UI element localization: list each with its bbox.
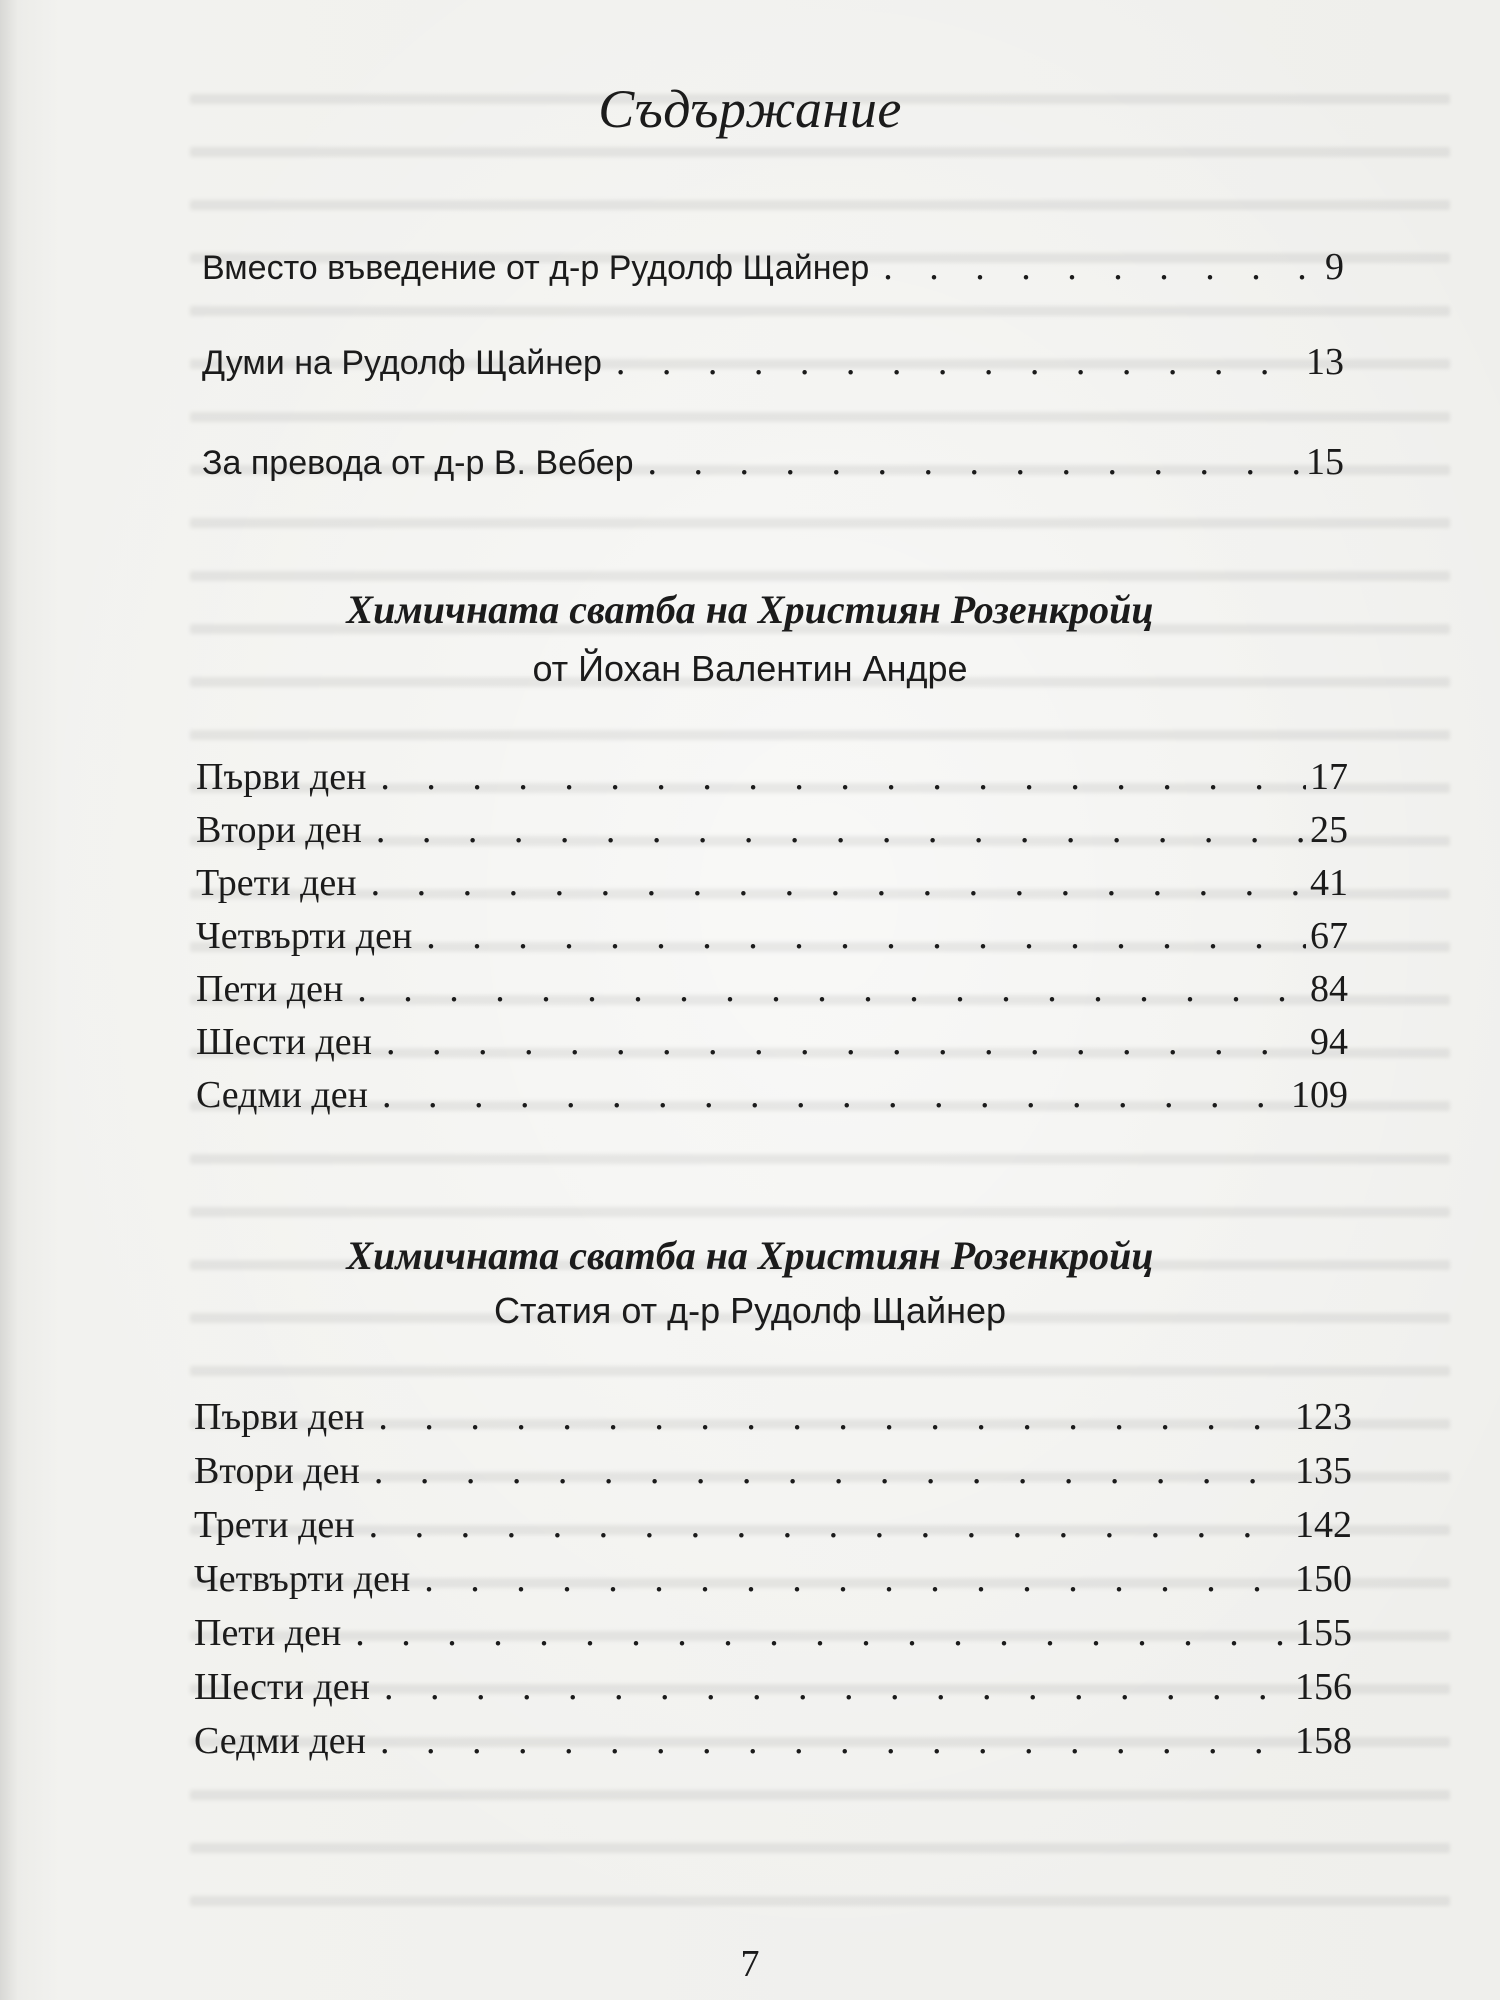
toc-entry-label: Вместо въведение от д-р Рудолф Щайнер: [202, 249, 870, 287]
toc-entry-page: 17: [1310, 756, 1348, 798]
toc-entry-label: Шести ден: [196, 1021, 372, 1063]
toc-entry-page: 94: [1310, 1021, 1348, 1063]
toc-entry-page: 41: [1310, 862, 1348, 904]
toc-entry-label: Пети ден: [196, 968, 344, 1010]
toc-entry-part1-day2: [196, 811, 1348, 849]
dot-leader: [362, 811, 1306, 849]
dot-leader: [412, 917, 1306, 955]
dot-leader: [602, 343, 1302, 381]
part2-subtitle: Статия от д-р Рудолф Щайнер: [493, 1290, 1007, 1331]
toc-entry-label: Трети ден: [194, 1504, 355, 1546]
dot-leader: [366, 1722, 1291, 1760]
toc-entry-part2-day4: [194, 1560, 1352, 1598]
toc-entry-part2-day2: [194, 1452, 1352, 1490]
toc-entry-part1-day4: [196, 917, 1348, 955]
toc-entry-page: 158: [1295, 1720, 1352, 1762]
toc-entry-label: Седми ден: [196, 1074, 368, 1116]
toc-entry-part1-day3: [196, 864, 1348, 902]
toc-entry-part1-day6: [196, 1023, 1348, 1061]
toc-entry-part2-day6: [194, 1668, 1352, 1706]
toc-entry-label: Четвърти ден: [194, 1558, 411, 1600]
part1-heading: Химичната сватба на Християн Розенкройц: [346, 587, 1154, 632]
toc-entry-label: Шести ден: [194, 1666, 370, 1708]
toc-entry-part2-day7: [194, 1722, 1352, 1760]
dot-leader: [372, 1023, 1306, 1061]
toc-entry-page: 84: [1310, 968, 1348, 1010]
toc-entry-part1-day5: [196, 970, 1348, 1008]
toc-entry-page: 156: [1295, 1666, 1352, 1708]
toc-entry-introduction: [202, 248, 1344, 286]
toc-entry-page: 142: [1295, 1504, 1352, 1546]
toc-entry-part2-day5: [194, 1614, 1352, 1652]
toc-entry-label: Трети ден: [196, 862, 357, 904]
toc-entry-page: 67: [1310, 915, 1348, 957]
part1-subtitle: от Йохан Валентин Андре: [532, 648, 968, 689]
toc-entry-page: 9: [1325, 246, 1344, 288]
toc-title: Съдържание: [598, 79, 902, 139]
toc-entry-label: Думи на Рудолф Щайнер: [202, 344, 602, 382]
toc-entry-label: Пети ден: [194, 1612, 342, 1654]
toc-entry-page: 135: [1295, 1450, 1352, 1492]
page-number: 7: [740, 1943, 760, 1985]
dot-leader: [410, 1560, 1291, 1598]
toc-entry-label: Първи ден: [196, 756, 367, 798]
toc-entry-steiner-words: [202, 343, 1344, 381]
toc-entry-part2-day1: [194, 1398, 1352, 1436]
toc-entry-page: 123: [1295, 1396, 1352, 1438]
toc-entry-label: Втори ден: [196, 809, 362, 851]
toc-entry-label: Първи ден: [194, 1396, 365, 1438]
toc-entry-part1-day1: [196, 758, 1348, 796]
dot-leader: [368, 1076, 1287, 1114]
dot-leader: [360, 1452, 1291, 1490]
dot-leader: [343, 970, 1306, 1008]
toc-entry-page: 150: [1295, 1558, 1352, 1600]
toc-entry-part2-day3: [194, 1506, 1352, 1544]
toc-entry-label: За превода от д-р В. Вебер: [202, 444, 634, 482]
toc-entry-page: 15: [1306, 441, 1344, 483]
dot-leader: [355, 1506, 1291, 1544]
toc-entry-page: 109: [1291, 1074, 1348, 1116]
toc-entry-translation: [202, 443, 1344, 481]
dot-leader: [634, 443, 1302, 481]
toc-entry-label: Седми ден: [194, 1720, 366, 1762]
dot-leader: [366, 758, 1306, 796]
toc-entry-page: 25: [1310, 809, 1348, 851]
toc-entry-page: 155: [1295, 1612, 1352, 1654]
dot-leader: [341, 1614, 1291, 1652]
dot-leader: [357, 864, 1306, 902]
part2-heading: Химичната сватба на Християн Розенкройц: [346, 1233, 1154, 1278]
dot-leader: [370, 1668, 1291, 1706]
toc-entry-page: 13: [1306, 341, 1344, 383]
toc-entry-part1-day7: [196, 1076, 1348, 1114]
dot-leader: [869, 248, 1321, 286]
toc-entry-label: Четвърти ден: [196, 915, 413, 957]
dot-leader: [364, 1398, 1291, 1436]
toc-entry-label: Втори ден: [194, 1450, 360, 1492]
